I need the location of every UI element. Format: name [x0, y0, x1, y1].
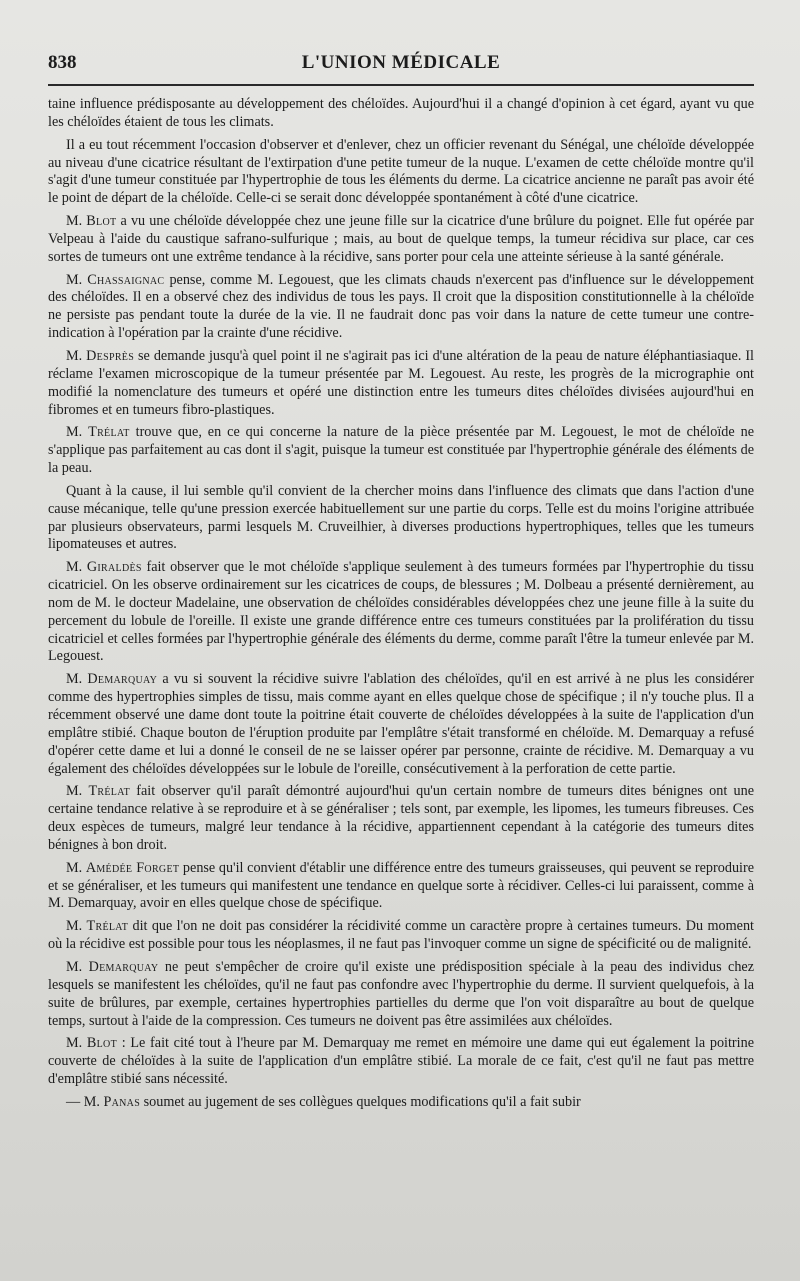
paragraph: M. Demarquay ne peut s'empêcher de croire qu'il existe une prédisposition spéciale à la peau des individus chez lesquels se manifestent les chéloïdes, qu'il ne faut pas confondre avec l'hypertrophie du derme. Il survient quelquefois, à la suite de brûlures, par exemple, certaines hypertrophies partielles du derme que l'on voit disparaître au bout de quelque temps, surtout à l'aide de la compression. Ces tumeurs ne doivent pas être assimilées aux chéloïdes.	[48, 958, 755, 1029]
paragraph-text: trouve que, en ce qui concerne la nature de la pièce présentée par M. Legouest, le mot de chéloïde ne s'applique pas parfaitement au cas dont il s'agit, puisque la tumeur est constituée par l'hypertrophie générale des éléments de la peau.	[48, 424, 754, 477]
paragraph-text: ne peut s'empêcher de croire qu'il existe une prédisposition spéciale à la peau des individus chez lesquels se manifestent les chéloïdes, qu'il ne faut pas confondre avec l'hypertrophie du derme. Il survient quelquefois, à la suite de brûlures, par exemple, certaines hypertrophies partielles du derme que l'on voit disparaître au bout de quelque temps, surtout à l'aide de la compression. Ces tumeurs ne doivent pas être assimilées aux chéloïdes.	[48, 958, 755, 1029]
paragraph	[48, 137, 754, 208]
paragraph: M. Trélat fait observer qu'il paraît démontré aujourd'hui qu'un certain nombre de tumeurs dites bénignes ont une certaine tendance relative à se reproduire et à se généraliser ; tels sont, par exemple, les lipomes, les tumeurs fibreuses. Ces deux espèces de tumeurs, malgré leur tendance à la récidive, appartiennent cependant à la catégorie des tumeurs dites bénignes à bon droit.	[48, 783, 755, 853]
speaker-name: Desprès	[86, 347, 135, 364]
speaker-name: Blot	[86, 213, 117, 230]
page-number: 838	[48, 52, 77, 73]
paragraph-text: taine influence prédisposante au développement des chéloïdes. Aujourd'hui il a changé d'opinion à cet égard, ayant vu que les chéloïdes étaient de tous les climats.	[48, 96, 754, 130]
paragraph: M. Giraldès fait observer que le mot chéloïde s'applique seulement à des tumeurs formées par l'hypertrophie du tissu cicatriciel. On les observe ordinairement sur les cicatrices de coups, de blessures ; M. Dolbeau a présenté dernièrement, au nom de M. le docteur Madelaine, une observation de chéloïdes considérables développées chez une jeune fille à la suite du percement du lobule de l'oreille. Il existe une grande différence entre ces tumeurs constituées par la prolifération du tissu cicatriciel et celles formées par l'hypertrophie générale des éléments du derme, comme paraît l'être la tumeur enlevée par M. Legouest.	[48, 559, 754, 665]
paragraph-text: Quant à la cause, il lui semble qu'il convient de la chercher moins dans l'influence des climats que dans l'action d'une cause mécanique, telle qu'une pression exercée habituellement sur une partie du corps. Telle est du moins l'origine attribuée par plusieurs observateurs, parmi lesquels M. Cruveilhier, à diverses productions hypertrophiques, telles que les tumeurs lipomateuses et autres.	[48, 482, 754, 553]
paragraph: M. Demarquay a vu si souvent la récidive suivre l'ablation des chéloïdes, qu'il en est arrivé à ne plus les considérer comme des hypertrophies simples de tissu, mais comme ayant en elles quelque chose de spécifique ; il n'y touche plus. Il a récemment observé une dame dont toute la poitrine était couverte de chéloïdes développées à la suite de l'application d'un emplâtre stibié. Chaque bouton de l'éruption produite par l'emplâtre s'était transformé en chéloïde. M. Demarquay a refusé d'opérer cette dame et lui a donné le conseil de ne se laisser opérer par personne, crainte de récidive. M. Demarquay a vu également des chéloïdes développées sur le lobule de l'oreille, consécutivement à la perforation de cette partie.	[48, 671, 754, 777]
speaker-name: Panas	[103, 1093, 141, 1110]
paragraph	[48, 1094, 754, 1112]
paragraph-text: : Le fait cité tout à l'heure par M. Demarquay me remet en mémoire une dame qui eut également la poitrine couverte de chéloïdes à la suite de l'application d'un emplâtre stibié. La morale de ce fait, c'est qu'il ne faut pas mettre d'emplâtre stibié sans nécessité.	[48, 1035, 754, 1088]
paragraph: M. Chassaignac pense, comme M. Legouest, que les climats chauds n'exercent pas d'influence sur le développement des chéloïdes. Il en a observé chez des individus de tous les pays. Il croit que la disposition constitutionnelle à la chéloïde ne persiste pas pendant toute la durée de la vie. Il ne faudrait donc pas voir dans la nature de cette tumeur une contre-indication à l'opération par la crainte d'une récidive.	[48, 271, 754, 342]
speaker-name: Blot	[86, 1035, 117, 1052]
paragraph-text: pense qu'il convient d'établir une différence entre des tumeurs graisseuses, qui peuvent se reproduire et se généraliser, et les tumeurs qui manifestent une tendance en quelque sorte à récidiver. Celles-ci lui paraissent, comme à M. Demarquay, avoir en elles quelque chose de spécifique.	[48, 859, 754, 912]
paragraph: M. Blot : Le fait cité tout à l'heure par M. Demarquay me remet en mémoire une dame qui eut également la poitrine couverte de chéloïdes à la suite de l'application d'un emplâtre stibié. La morale de ce fait, c'est qu'il ne faut pas mettre d'emplâtre stibié sans nécessité.	[48, 1035, 754, 1088]
speaker-name: Chassaignac	[87, 271, 165, 288]
paragraph-text: Il a eu tout récemment l'occasion d'observer et d'enlever, chez un officier revenant du Sénégal, une chéloïde développée au niveau d'une cicatrice résultant de l'extirpation d'une petite tumeur de la nuque. L'examen de cette chéloïde montre qu'il s'agit d'une tumeur constituée par l'hypertrophie de tous les éléments du derme. La cicatrice ancienne ne paraît pas avoir été le point de départ de la chéloïde. Celle-ci se serait donc développée spontanément à côté d'une cicatrice.	[48, 136, 754, 207]
speaker-name: Trélat	[86, 918, 129, 935]
paragraph-text: fait observer que le mot chéloïde s'applique seulement à des tumeurs formées par l'hypertrophie du tissu cicatriciel. On les observe ordinairement sur les cicatrices de coups, de blessures ; M. Dolbeau a présenté dernièrement, au nom de M. le docteur Madelaine, une observation de chéloïdes considérables développées chez une jeune fille à la suite du percement du lobule de l'oreille. Il existe une grande différence entre ces tumeurs constituées par la prolifération du tissu cicatriciel et celles formées par l'hypertrophie générale des éléments du derme, comme paraît l'être la tumeur enlevée par M. Legouest.	[48, 559, 754, 665]
speaker-name: Amédée Forget	[85, 859, 180, 876]
speaker-name: Demarquay	[88, 958, 159, 975]
paragraph: M. Blot a vu une chéloïde développée chez une jeune fille sur la cicatrice d'une brûlure du poignet. Elle fut opérée par Velpeau à l'aide du caustique safrano-sulfurique ; mais, au bout de quelque temps, la tumeur récidiva sur place, car ces sortes de tumeurs ont une extrême tendance à la récidive, sans porter pour cela une atteinte sérieuse à la santé générale.	[48, 213, 755, 265]
paragraph: M. Amédée Forget pense qu'il convient d'établir une différence entre des tumeurs graisseuses, qui peuvent se reproduire et se généraliser, et les tumeurs qui manifestent une tendance en quelque sorte à récidiver. Celles-ci lui paraissent, comme à M. Demarquay, avoir en elles quelque chose de spécifique.	[48, 859, 754, 912]
paragraph-text: dit que l'on ne doit pas considérer la récidivité comme un caractère propre à certaines tumeurs. Du moment où la récidive est possible pour tous les néoplasmes, il ne faut pas l'invoquer comme un signe de spécificité ou de malignité.	[48, 918, 754, 953]
paragraph: M. Trélat dit que l'on ne doit pas considérer la récidivité comme un caractère propre à certaines tumeurs. Du moment où la récidive est possible pour tous les néoplasmes, il ne faut pas l'invoquer comme un signe de spécificité ou de malignité.	[48, 918, 754, 953]
paragraph	[48, 96, 754, 132]
journal-title: L'UNION MÉDICALE	[301, 52, 501, 73]
paragraph-prefix: — M.	[66, 1093, 104, 1110]
paragraph-text: fait observer qu'il paraît démontré aujourd'hui qu'un certain nombre de tumeurs dites bénignes ont une certaine tendance relative à se reproduire et à se généraliser ; tels sont, par exemple, les lipomes, les tumeurs fibreuses. Ces deux espèces de tumeurs, malgré leur tendance à la récidive, appartiennent cependant à la catégorie des tumeurs dites bénignes à bon droit.	[48, 783, 755, 853]
paragraph-text: a vu une chéloïde développée chez une jeune fille sur la cicatrice d'une brûlure du poignet. Elle fut opérée par Velpeau à l'aide du caustique safrano-sulfurique ; mais, au bout de quelque temps, la tumeur récidiva sur place, car ces sortes de tumeurs ont une extrême tendance à la récidive, sans porter pour cela une atteinte sérieuse à la santé générale.	[48, 213, 755, 265]
body-text	[48, 96, 754, 1112]
speaker-name: Trélat	[88, 424, 130, 441]
paragraph-text: soumet au jugement de ses collègues quelques modifications qu'il a fait subir	[143, 1093, 581, 1110]
paragraph-text: a vu si souvent la récidive suivre l'ablation des chéloïdes, qu'il en est arrivé à ne plus les considérer comme des hypertrophies simples de tissu, mais comme ayant en elles quelque chose de spécifique ; il n'y touche plus. Il a récemment observé une dame dont toute la poitrine était couverte de chéloïdes développées à la suite de l'application d'un emplâtre stibié. Chaque bouton de l'éruption produite par l'emplâtre s'était transformé en chéloïde. M. Demarquay a refusé d'opérer cette dame et lui a donné le conseil de ne se laisser opérer par personne, crainte de récidive. M. Demarquay a vu également des chéloïdes développées sur le lobule de l'oreille, consécutivement à la perforation de cette partie.	[48, 671, 754, 777]
paragraph	[48, 483, 754, 554]
paragraph: M. Desprès se demande jusqu'à quel point il ne s'agirait pas ici d'une altération de la peau de nature éléphantiasiaque. Il réclame l'examen microscopique de la tumeur présentée par M. Legouest. Au reste, les progrès de la micrographie ont modifié la nomenclature des tumeurs et opéré une distinction entre les tumeurs dites chéloïdes divisées aujourd'hui en fibromes et en tumeurs fibro-plastiques.	[48, 347, 755, 418]
speaker-name: Demarquay	[87, 671, 158, 688]
paragraph-text: pense, comme M. Legouest, que les climats chauds n'exercent pas d'influence sur le développement des chéloïdes. Il en a observé chez des individus de tous les pays. Il croit que la disposition constitutionnelle à la chéloïde ne persiste pas pendant toute la durée de la vie. Il ne faudrait donc pas voir dans la nature de cette tumeur une contre-indication à l'opération par la crainte d'une récidive.	[48, 271, 754, 342]
speaker-name: Giraldès	[86, 559, 142, 576]
running-head	[48, 44, 754, 86]
paragraph-text: se demande jusqu'à quel point il ne s'agirait pas ici d'une altération de la peau de nature éléphantiasiaque. Il réclame l'examen microscopique de la tumeur présentée par M. Legouest. Au reste, les progrès de la micrographie ont modifié la nomenclature des tumeurs et opéré une distinction entre les tumeurs dites chéloïdes divisées aujourd'hui en fibromes et en tumeurs fibro-plastiques.	[48, 347, 755, 418]
paragraph: M. Trélat trouve que, en ce qui concerne la nature de la pièce présentée par M. Legouest, le mot de chéloïde ne s'applique pas parfaitement au cas dont il s'agit, puisque la tumeur est constituée par l'hypertrophie générale des éléments de la peau.	[48, 424, 754, 477]
speaker-name: Trélat	[88, 783, 131, 800]
